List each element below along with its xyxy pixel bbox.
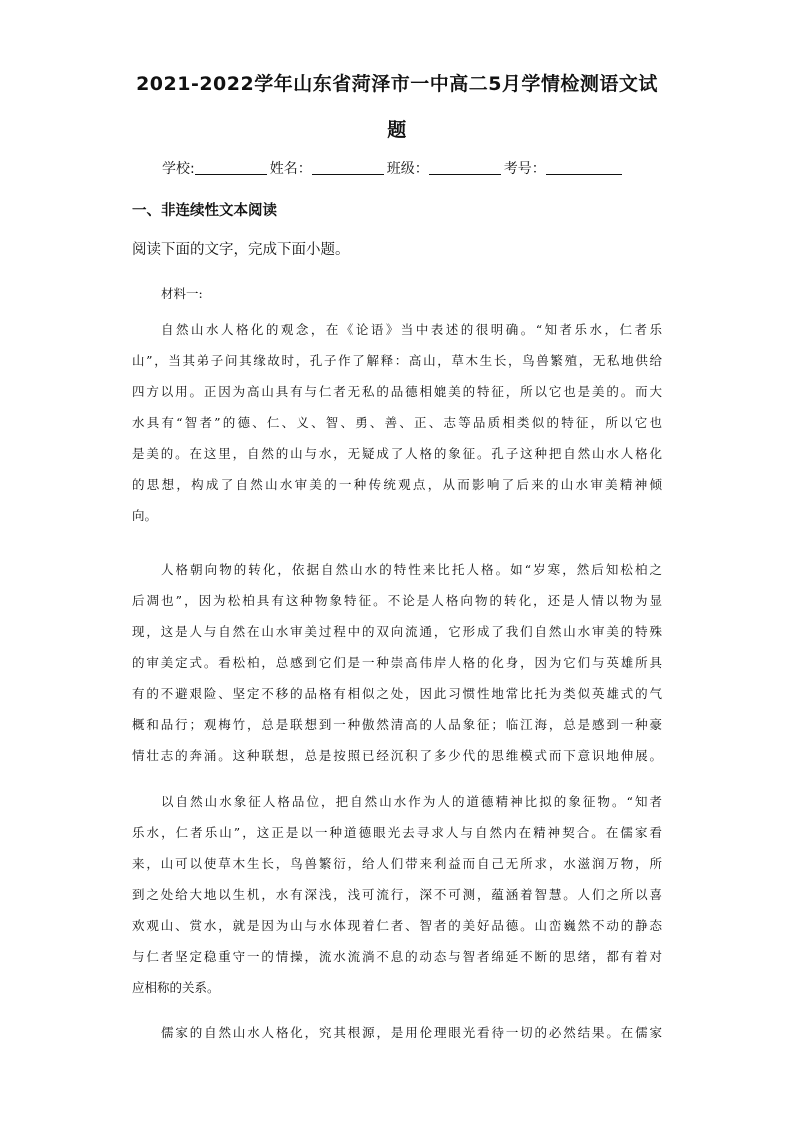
paragraph-line: 山”，当其弟子问其缘故时，孔子作了解释：高山，草木生长，鸟兽繁殖，无私地供给 xyxy=(132,353,662,368)
paragraph-line: 水具有“智者”的德、仁、义、智、勇、善、正、志等品质相类似的特征，所以它也 xyxy=(132,415,662,430)
name-label: 姓名： xyxy=(269,161,312,177)
material-label: 材料一: xyxy=(161,286,203,301)
exam-number-blank[interactable] xyxy=(546,160,622,175)
school-label: 学校: xyxy=(162,161,195,177)
exam-title-line-2: 题 xyxy=(387,119,407,141)
paragraph-line: 儒家的自然山水人格化，究其根源，是用伦理眼光看待一切的必然结果。在儒家 xyxy=(161,1025,662,1040)
paragraph-line: 自然山水人格化的观念，在《论语》当中表述的很明确。“知者乐水，仁者乐 xyxy=(161,322,662,337)
class-label: 班级： xyxy=(386,161,429,177)
paragraph-line: 应相称的关系。 xyxy=(132,980,220,995)
paragraph-line: 的审美定式。看松柏，总感到它们是一种崇高伟岸人格的化身，因为它们与英雄所具 xyxy=(132,655,662,670)
paragraph-line: 来，山可以使草木生长，鸟兽繁衍，给人们带来利益而自己无所求，水滋润万物，所 xyxy=(132,856,662,871)
paragraph-2 xyxy=(132,554,662,771)
paragraph-line: 向。 xyxy=(132,508,158,523)
paragraph-line: 人格朝向物的转化，依据自然山水的特性来比托人格。如“岁寒，然后知松柏之 xyxy=(161,562,662,577)
school-blank[interactable] xyxy=(195,160,267,175)
paragraph-line: 有的不避艰险、坚定不移的品格有相似之处，因此习惯性地常比托为类似英雄式的气 xyxy=(132,686,662,701)
section-heading: 一、非连续性文本阅读 xyxy=(132,203,277,219)
paragraph-line: 的思想，构成了自然山水审美的一种传统观点，从而影响了后来的山水审美精神倾 xyxy=(132,477,662,492)
student-info-row xyxy=(162,158,625,178)
paragraph-line: 与仁者坚定稳重守一的情操，流水流淌不息的动态与智者绵延不断的思绪，都有着对 xyxy=(132,949,662,964)
paragraph-1 xyxy=(132,314,662,531)
paragraph-line: 现，这是人与自然在山水审美过程中的双向流通，它形成了我们自然山水审美的特殊 xyxy=(132,624,662,639)
class-blank[interactable] xyxy=(429,160,501,175)
paragraph-line: 四方以用。正因为高山具有与仁者无私的品德相媲美的特征，所以它也是美的。而大 xyxy=(132,384,662,399)
paragraph-line: 欢观山、赏水，就是因为山与水体现着仁者、智者的美好品德。山峦巍然不动的静态 xyxy=(132,918,662,933)
exam-number-label: 考号： xyxy=(503,161,546,177)
exam-title-line-1: 2021-2022学年山东省菏泽市一中高二5月学情检测语文试 xyxy=(136,73,658,95)
paragraph-line: 后凋也”，因为松柏具有这种物象特征。不论是人格向物的转化，还是人情以物为显 xyxy=(132,593,662,608)
paragraph-line: 情壮志的奔涌。这种联想，总是按照已经沉积了多少代的思维模式而下意识地伸展。 xyxy=(132,748,662,763)
paragraph-3 xyxy=(132,786,662,1003)
paragraph-4 xyxy=(132,1017,662,1048)
paragraph-line: 是美的。在这里，自然的山与水，无疑成了人格的象征。孔子这种把自然山水人格化 xyxy=(132,446,662,461)
paragraph-line: 以自然山水象征人格品位，把自然山水作为人的道德精神比拟的象征物。“知者 xyxy=(161,794,662,809)
paragraph-line: 概和品行；观梅竹，总是联想到一种傲然清高的人品象征；临江海，总是感到一种豪 xyxy=(132,717,662,732)
name-blank[interactable] xyxy=(312,160,384,175)
paragraph-line: 到之处给大地以生机，水有深浅，浅可流行，深不可测，蕴涵着智慧。人们之所以喜 xyxy=(132,887,662,902)
reading-instruction: 阅读下面的文字，完成下面小题。 xyxy=(132,242,350,258)
paragraph-line: 乐水，仁者乐山”，这正是以一种道德眼光去寻求人与自然内在精神契合。在儒家看 xyxy=(132,825,662,840)
